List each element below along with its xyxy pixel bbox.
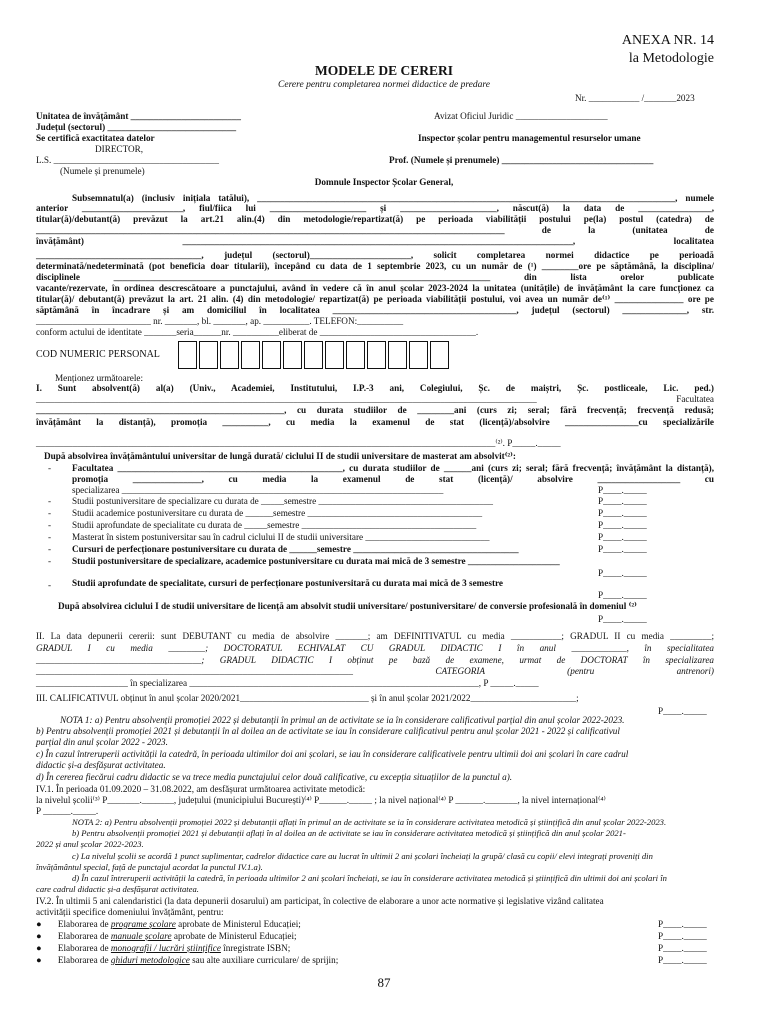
section4-line: IV.1. În perioada 01.09.2020 – 31.08.2022, am desfășurat următoarea activitate metodică: (36, 784, 366, 794)
bullet-dot-icon: ● (36, 955, 42, 965)
cnp-digit-box[interactable] (409, 341, 428, 369)
bullet-score: P____._____ (658, 919, 707, 929)
section1-line: _____________________________________________________________________________________________________________ Facultatea (36, 394, 714, 404)
cnp-digit-box[interactable] (325, 341, 344, 369)
bullet-emphasis: manuale școlare (110, 931, 172, 941)
cnp-digit-box[interactable] (178, 341, 197, 369)
section2-line: II. La data depunerii cererii: sunt DEBUTANT cu media de absolvire _______; am DEFINITIVATUL cu media ___________; GRADUL II cu media _________; (36, 631, 714, 641)
cnp-digit-box[interactable] (304, 341, 323, 369)
cnp-digit-box[interactable] (346, 341, 365, 369)
after-item-score: P____._____ (598, 532, 647, 542)
section3-score: P____._____ (658, 706, 707, 716)
bullet-emphasis: monografii / lucrări științifice (110, 943, 221, 953)
dash-marker: - (48, 520, 52, 530)
after-item-score: P____._____ (598, 568, 647, 578)
bullet-emphasis: programe școlare (110, 919, 176, 929)
nota1-line: d) În cererea fiecărui cadru didactic se va trece media punctajului celor două calificative, cu excepția situațiilor de la punctul a). (36, 772, 513, 782)
bullet-emphasis: ghiduri metodologice (110, 955, 190, 965)
iv2-line: activității specifice domeniului învățământ, pentru: (36, 907, 224, 917)
nota1-line: c) În cazul întreruperii activității la catedră, în perioada ultimilor doi ani școlari, se iau în considerare calificativele pentru ultimii doi ani școlari în care cadrul (36, 749, 629, 759)
aviz-line: Avizat Oficiul Juridic ____________________ (434, 111, 608, 121)
cnp-digit-box[interactable] (367, 341, 386, 369)
after-item-score: P____._____ (598, 485, 647, 495)
cnp-label: COD NUMERIC PERSONAL (36, 349, 160, 360)
mentions-heading: Menționez următoarele: (55, 373, 144, 383)
after-item: Cursuri de perfecționare postuniversitare cu durata de ______semestre ____________________________________ (72, 544, 519, 554)
after-item: promoția _______________, cu media la examenul de stat (licență)/ absolvire __________________ cu (72, 474, 714, 484)
body-line: anterior ______________________, fiul/fiica lui _____________________ și _____________________, născut(ă) la data de ________________, (36, 203, 714, 213)
after-item: Masterat în sistem postuniversitar sau în cadrul ciclului II de studii universitare ___________________________ (72, 532, 490, 542)
certifica-line: Se certifică exactitatea datelor (36, 133, 155, 143)
bullet-item (36, 955, 338, 967)
body-line: determinată/nedeterminată (pot beneficia doar titularii), începând cu data de 1 septembrie 2023, cu un număr de (¹) ________ore pe săptămână, la disciplina/ (36, 261, 714, 271)
body-line: ____________________________________, județul (sectorul)______________________, solicit completarea normei didactice pe perioadă (36, 250, 714, 260)
nota1-line: didactic și-a desfășurat activitatea. (36, 760, 166, 770)
section4-line: P ______._____. (36, 806, 99, 816)
judetul-line: Județul (sectorul) ____________________________ (36, 122, 237, 132)
after-item: specializarea ______________________________________________________________________ (72, 485, 444, 495)
body-line: titular(ă)/ debutant(ă) prevăzut la art. 21 alin. (4) din metodologie/ repartizat(ă) pe perioada viabilității postului, voi avea un număr de⁽¹⁾ _______________ ore pe (36, 294, 714, 304)
body-line: învățământ) _____________________________________________________________________________________, localitatea (36, 236, 714, 246)
nota1-line: NOTA 1: a) Pentru absolvenții promoției 2022 și debutanții în primul an de activitate se ia în considerare calificativul parțial din anul școlar 2022-2023. (60, 715, 625, 725)
bullet-text: Elaborarea de (57, 943, 111, 953)
bullet-text: înregistrate ISBN; (220, 943, 291, 953)
bullet-dot-icon: ● (36, 943, 42, 953)
cnp-digit-box[interactable] (262, 341, 281, 369)
bullet-score: P____._____ (658, 955, 707, 965)
body-line: conform actului de identitate _______seria______nr. __________eliberat de __________________________________. (36, 327, 479, 337)
section2-line: _____________________________________________________________________ CATEGORIA (pentru antrenori) (36, 666, 714, 676)
body-line: vacante/rezervate, în ordinea descrescătoare a punctajului, având în vedere că în anul școlar 2023-2024 la unitatea (unitățile) de învățământ la care funcționez ca (36, 283, 714, 293)
cnp-digit-box[interactable] (220, 341, 239, 369)
cnp-digit-box[interactable] (388, 341, 407, 369)
nota2-line: NOTA 2: a) Pentru absolvenții promoției 2022 și debutanții aflați în primul an de activitate se ia în considerare activitatea metodică și științifică din anul școlar 2022-2023. (72, 817, 667, 827)
section1-line: I. Sunt absolvent(ă) al(a) (Univ., Academiei, Institutului, I.P.-3 ani, Colegiului, Șc. de maiștri, Șc. postliceale, Lic. ped.) (36, 383, 714, 393)
bullet-dot-icon: ● (36, 931, 42, 941)
after-item-score: P____._____ (598, 520, 647, 530)
salutation: Domnule Inspector Școlar General, (314, 177, 454, 187)
section1-line: ____________________________________________________________________________________________________⁽²⁾. P_____._____ (36, 438, 561, 448)
annex-sub: la Metodologie (628, 51, 714, 66)
body-line: săptămână în încadrare și am domiciliul în localitatea ________________________________________, județul (sectorul) ______________, str. (36, 305, 714, 315)
body-line: disciplinele __________________________________________________________________________________ din lista orelor publicate (36, 272, 714, 282)
after-item: Studii postuniversitare de specializare cu durata de _____semestre ______________________________________ (72, 496, 494, 506)
prof-line: Prof. (Numele și prenumele) _________________________________ (389, 155, 654, 165)
bullet-item (36, 943, 290, 955)
bullet-text: Elaborarea de (57, 919, 111, 929)
ls-line: L.S. ____________________________________ (36, 155, 219, 165)
after-item: Facultatea _________________________________________________, cu durata studiilor de ______ani (curs zi; seral; fără frecvență; învățământ la distanță), (72, 463, 714, 473)
bullet-score: P____._____ (658, 931, 707, 941)
cnp-digit-box[interactable] (199, 341, 218, 369)
dash-marker: - (48, 544, 52, 554)
unitatea-line: Unitatea de învățământ ________________________ (36, 111, 241, 121)
bullet-text: Elaborarea de (57, 955, 111, 965)
after-cycle1: După absolvirea ciclului I de studii universitare de licență am absolvit studii universitare/ postuniversitare/ de conversie profesională în domeniul ⁽²⁾ (58, 601, 637, 611)
dash-marker: - (48, 496, 52, 506)
inspector-line: Inspector școlar pentru managementul resurselor umane (418, 133, 641, 143)
bullet-score: P____._____ (658, 943, 707, 953)
dash-marker: - (48, 508, 52, 518)
body-line: titular(ă)/debutant(ă) prevăzut la art.21 alin.(4) din metodologie/repartizat(ă) pe perioada viabilității postului pe(la) postul (catedra) de (36, 214, 714, 224)
after-cycle1-score: P____._____ (598, 614, 647, 624)
cnp-digit-box[interactable] (283, 341, 302, 369)
nota2-line: d) În cazul întreruperii activității la catedră, în perioada ultimilor 2 ani școlari încheiați, se iau în considerare activitatea metodică și științifică din ultimii doi ani școlari în (72, 873, 667, 883)
nota2-line: b) Pentru absolvenții promoției 2021 și debutanții aflați în al doilea an de activitate se iau în considerare activitatea metodică și științifică din anul școlar 2021- (72, 828, 626, 838)
bullet-text: sau alte auxiliare curriculare/ de sprijin; (189, 955, 339, 965)
after-item-score: P____._____ (598, 508, 647, 518)
dash-marker: - (48, 580, 52, 590)
section2-line: GRADUL I cu media ________; DOCTORATUL ECHIVALAT CU GRADUL DIDACTIC I în anul ____________, în specialitatea (36, 643, 714, 653)
after-item: Studii academice postuniversitare cu durata de ______semestre ______________________________________ (72, 508, 483, 518)
bullet-dot-icon: ● (36, 919, 42, 929)
section1-line: ______________________________________________________, cu durata studiilor de ________ani (curs zi; seral; fără frecvență; frecvență redusă; (36, 405, 714, 415)
nota1-line: b) Pentru absolvenții promoției 2021 și debutanții în al doilea an de activitate se iau în considerare calificativul pentru anul școlar 2021 - 2022 și calificativul (36, 726, 620, 736)
page-subtitle: Cerere pentru completarea normei didactice de predare (278, 80, 490, 90)
dash-marker: - (48, 463, 52, 473)
dash-marker: - (48, 556, 52, 566)
after-item-score: P____._____ (598, 544, 647, 554)
section1-line: învățământ la distanță), promoția __________, cu media la examenul de stat (licență)/absolvire ________________cu specializările (36, 417, 714, 427)
after-item-score: P____._____ (598, 496, 647, 506)
after-long-heading: După absolvirea învățământului universitar de lungă durată/ ciclului II de studii universitare de masterat am absolvit⁽²⁾: (44, 451, 516, 461)
bullet-text: Elaborarea de (57, 931, 111, 941)
after-item: Studii aprofundate de specialitate cu durata de _____semestre ______________________________________ (72, 520, 477, 530)
section4-line: la nivelul școlii⁽³⁾ P_______._______, județului (municipiului București)⁽⁴⁾ P______._____ ; la nivel național⁽⁴⁾ P ______._______, la nivel internațional⁽⁴⁾ (36, 795, 606, 805)
body-line: Subsemnatul(a) (inclusiv inițiala tatălui), ___________________________________________________________________________________________, numele (72, 193, 714, 203)
bullet-text: aprobate de Ministerul Educației; (175, 919, 301, 929)
after-item: Studii aprofundate de specialitate, cursuri de perfecționare postuniversitară cu durata mai mică de 3 semestre (72, 578, 504, 588)
cnp-digit-box[interactable] (241, 341, 260, 369)
cnp-digit-box[interactable] (430, 341, 449, 369)
request-number: Nr. ___________ /_______2023 (575, 93, 695, 103)
after-item-score: P____._____ (598, 590, 647, 600)
nota2-line: învățământul special, față de punctajul acordat la punctul IV.1.a). (36, 862, 263, 872)
body-line: _________________________ nr. _______, bl. _______, ap. __________. TELEFON:__________ (36, 316, 404, 326)
body-line: ______________________________________________________________________________________________________ de la (unitatea de (36, 225, 714, 235)
section2-line: ____________________________________; GRADUL DIDACTIC I obținut pe bază de examene, urmat de DOCTORAT în specializarea (36, 655, 714, 665)
nota2-line: care cadrul didactic și-a desfășurat activitatea. (36, 884, 199, 894)
nota2-line: 2022 și anul școlar 2022-2023. (36, 839, 144, 849)
annex-number: ANEXA NR. 14 (621, 33, 714, 48)
dash-marker: - (48, 532, 52, 542)
nota1-line: parțial din anul școlar 2022 - 2023. (36, 737, 168, 747)
section3-line: III. CALIFICATIVUL obținut în anul școlar 2020/2021____________________________ și în anul școlar 2021/2022_______________________; (36, 693, 579, 703)
bullet-text: aprobate de Ministerul Educației; (171, 931, 297, 941)
section2-line: ____________________ în specializarea _______________________________________________________________, P _____._____ (36, 678, 539, 688)
iv2-line: IV.2. În ultimii 5 ani calendaristici (la data depunerii dosarului) am participat, în colective de elaborare a unor acte normative și legislative vizând calitatea (36, 896, 604, 906)
page-title: MODELE DE CERERI (314, 63, 454, 78)
after-item: Studii postuniversitare de specializare, academice postuniversitare cu durata mai mică de 3 semestre ____________________ (72, 556, 560, 566)
page-number: 87 (377, 975, 391, 990)
bullet-item (36, 919, 301, 931)
numele-line: (Numele și prenumele) (60, 166, 145, 176)
bullet-item (36, 931, 297, 943)
nota2-line: c) La nivelul școlii se acordă 1 punct suplimentar, cadrelor didactice care au lucrat în ultimii 2 ani școlari încheiați la grupă/ clasă cu copii/ elevi integrați proveniți din (72, 851, 653, 861)
director-line: DIRECTOR, (95, 144, 144, 154)
